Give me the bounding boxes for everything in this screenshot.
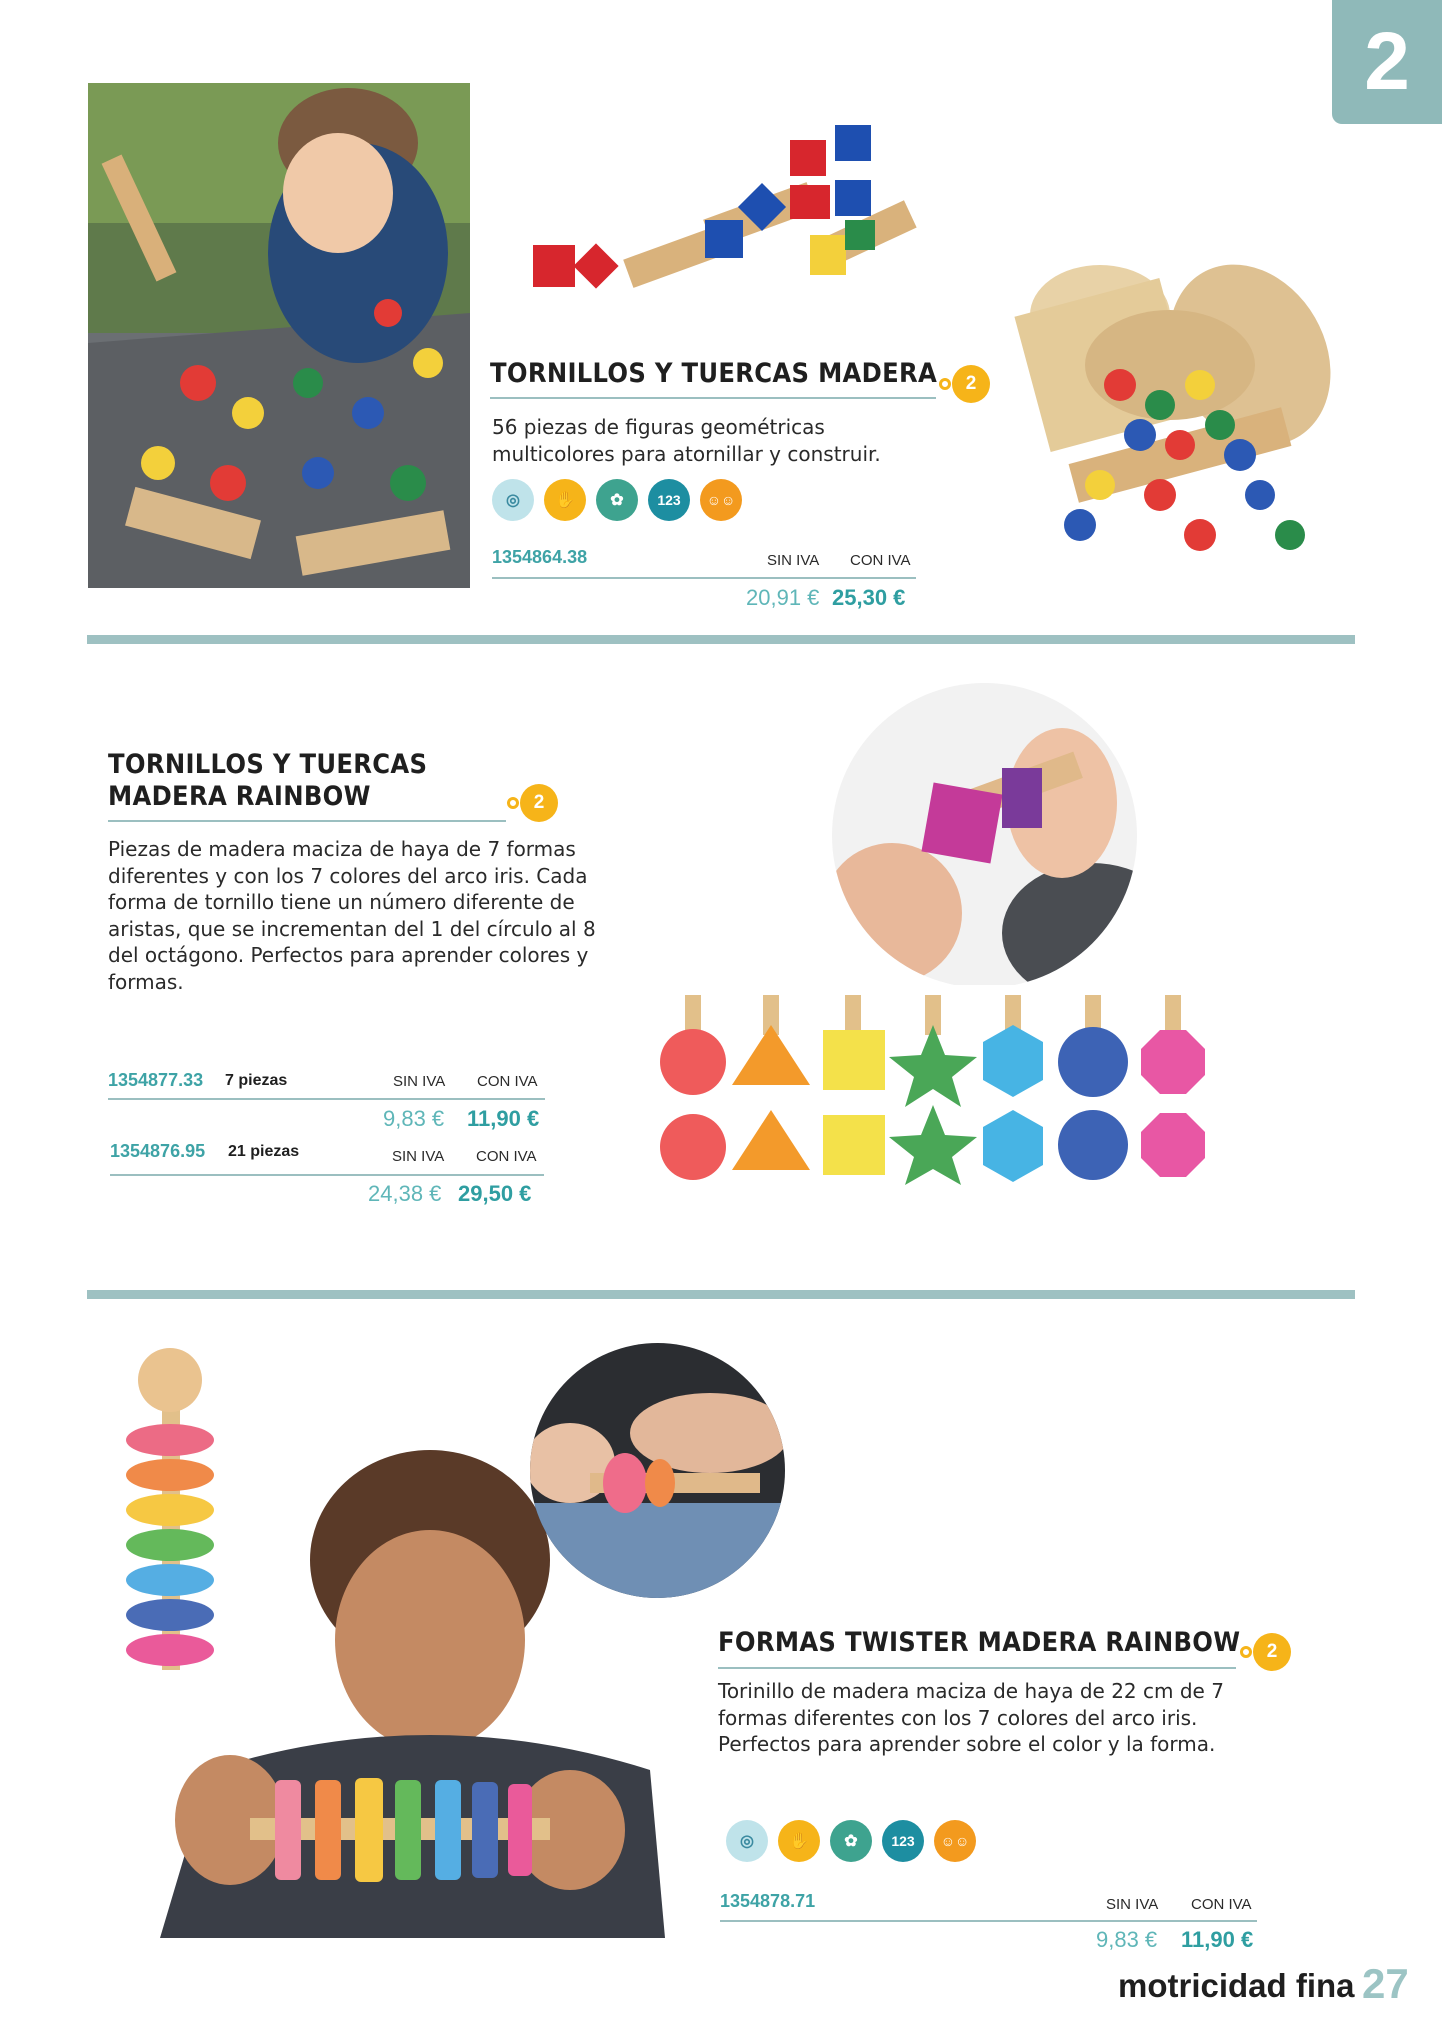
price-rule — [108, 1098, 545, 1100]
numbers-icon: 123 — [882, 1820, 924, 1862]
creativity-icon: ✿ — [596, 479, 638, 521]
age-badge: 2 — [1253, 1633, 1291, 1671]
product-code: 1354864.38 — [492, 547, 588, 567]
price-con-iva: 29,50 € — [458, 1181, 532, 1206]
numbers-icon: 123 — [648, 479, 690, 521]
product-3-title-rule — [718, 1667, 1236, 1669]
price-rule — [720, 1920, 1257, 1922]
age-dot — [507, 797, 519, 809]
product-2-title-line2: MADERA RAINBOW — [108, 781, 371, 812]
sensory-icon: ◎ — [492, 479, 534, 521]
photo-hands-screw — [832, 683, 1137, 988]
price-sin-iva: 9,83 € — [1096, 1927, 1158, 1952]
sin-iva-label: SIN IVA — [767, 552, 820, 569]
con-iva-label: CON IVA — [1191, 1896, 1252, 1913]
motor-icon: ✋ — [544, 479, 586, 521]
creativity-icon: ✿ — [830, 1820, 872, 1862]
section-divider — [87, 1290, 1355, 1299]
photo-boy-playing — [88, 83, 470, 588]
social-icon: ☺☺ — [700, 479, 742, 521]
price-sin-iva: 24,38 € — [368, 1181, 442, 1206]
price-sin-iva: 20,91 € — [746, 585, 820, 610]
skill-icons — [492, 479, 742, 521]
product-code: 1354876.95 — [110, 1141, 206, 1161]
social-icon: ☺☺ — [934, 1820, 976, 1862]
photo-rainbow-screws — [645, 985, 1295, 1185]
motor-icon: ✋ — [778, 1820, 820, 1862]
price-sin-iva: 9,83 € — [383, 1106, 445, 1131]
con-iva-label: CON IVA — [850, 552, 911, 569]
sin-iva-label: SIN IVA — [392, 1148, 445, 1165]
skill-icons — [726, 1820, 976, 1862]
section-name: motricidad fina — [1118, 1967, 1355, 2004]
photo-screws-pieces — [505, 100, 945, 330]
page-number: 27 — [1362, 1960, 1409, 2007]
product-code: 1354877.33 — [108, 1070, 204, 1090]
con-iva-label: CON IVA — [477, 1073, 538, 1090]
photo-hands-twister — [530, 1343, 785, 1598]
product-2-description: Piezas de madera maciza de haya de 7 formas diferentes y con los 7 colores del arco iris. Cada forma de tornillo tiene un número diferente de aristas, que se incrementan del 1 del círculo al 8 del octágono. Perfectos para aprender colores y formas. — [108, 837, 596, 994]
pieces-count: 21 piezas — [228, 1143, 300, 1160]
sin-iva-label: SIN IVA — [1106, 1896, 1159, 1913]
product-code: 1354878.71 — [720, 1891, 816, 1911]
price-rule — [492, 577, 916, 579]
product-2-title-rule — [108, 820, 506, 822]
product-1-description: 56 piezas de figuras geométricas multicolores para atornillar y construir. — [492, 415, 881, 466]
photo-bucket — [1010, 235, 1345, 595]
sin-iva-label: SIN IVA — [393, 1073, 446, 1090]
price-rule — [110, 1174, 544, 1176]
chapter-tab: 2 — [1332, 0, 1442, 124]
product-1-title-rule — [490, 397, 936, 399]
age-dot — [939, 378, 951, 390]
product-3-description: Torinillo de madera maciza de haya de 22 cm de 7 formas diferentes con los 7 colores del arco iris. Perfectos para aprender sobre el color y la forma. — [718, 1679, 1224, 1756]
age-badge: 2 — [952, 365, 990, 403]
sensory-icon: ◎ — [726, 1820, 768, 1862]
price-con-iva: 25,30 € — [832, 585, 906, 610]
age-badge: 2 — [520, 784, 558, 822]
section-divider — [87, 635, 1355, 644]
product-1-title: TORNILLOS Y TUERCAS MADERA — [490, 358, 938, 389]
product-3-title: FORMAS TWISTER MADERA RAINBOW — [718, 1627, 1241, 1658]
product-2-title-line1: TORNILLOS Y TUERCAS — [108, 749, 428, 780]
price-con-iva: 11,90 € — [1181, 1927, 1254, 1952]
pieces-count: 7 piezas — [225, 1072, 288, 1089]
age-dot — [1240, 1646, 1252, 1658]
price-con-iva: 11,90 € — [467, 1106, 540, 1131]
con-iva-label: CON IVA — [476, 1148, 537, 1165]
